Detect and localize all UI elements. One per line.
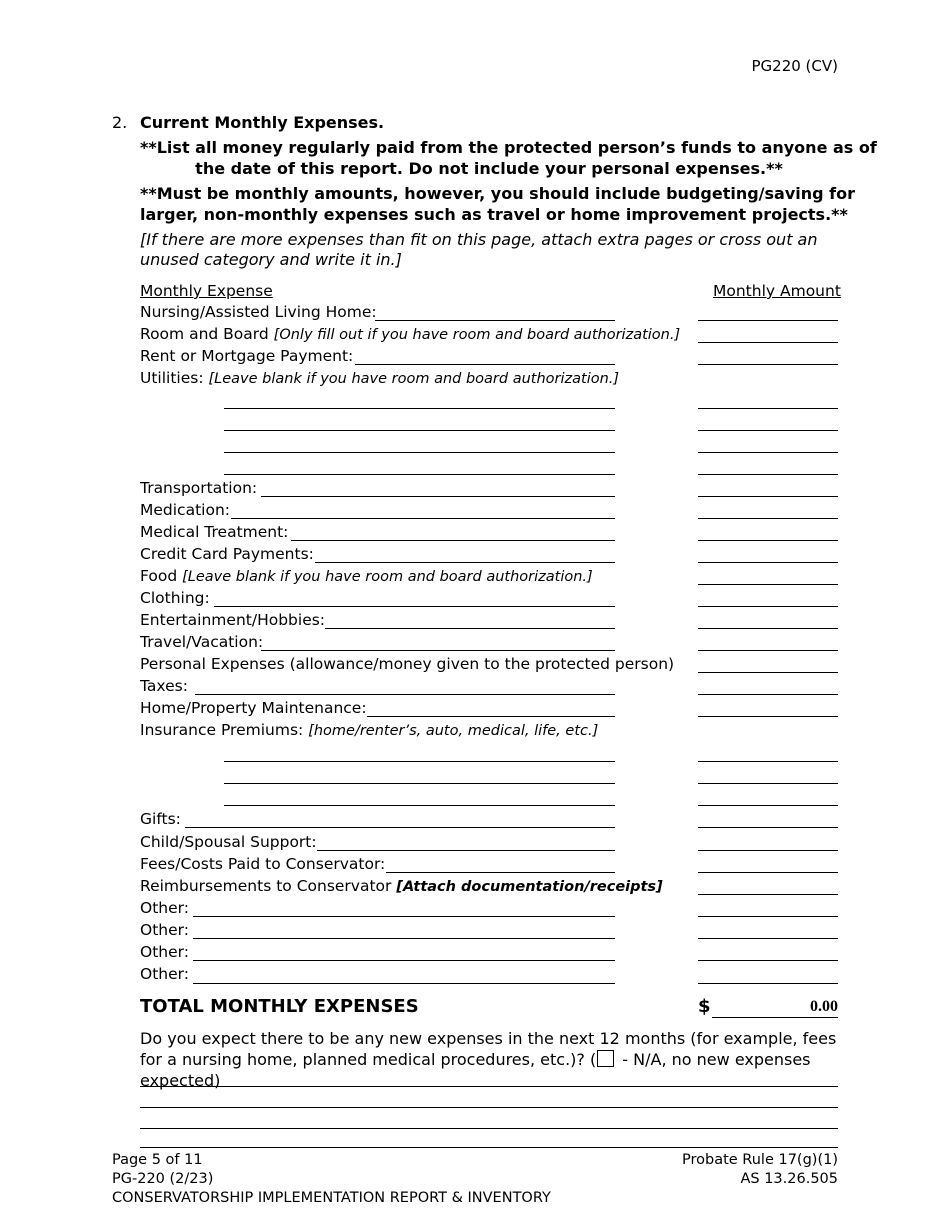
- row-label-other-1: Other:: [140, 899, 189, 917]
- amount-other-2[interactable]: [698, 938, 838, 939]
- amount-food[interactable]: [698, 584, 838, 585]
- amount-personal[interactable]: [698, 672, 838, 673]
- row-label-reimbursements: Reimbursements to Conservator: [140, 877, 392, 895]
- field-clothing[interactable]: [214, 606, 615, 607]
- amount-insurance-2[interactable]: [698, 783, 838, 784]
- row-label-insurance: Insurance Premiums:: [140, 721, 304, 739]
- room-board-note: [Only fill out if you have room and board authorization.]: [273, 327, 681, 343]
- instruction-1-line-1: **List all money regularly paid from the protected person’s funds to anyone as of: [140, 138, 877, 157]
- footer-form-number: PG-220 (2/23): [112, 1171, 214, 1187]
- amount-insurance-3[interactable]: [698, 805, 838, 806]
- amount-rent[interactable]: [698, 364, 838, 365]
- instruction-2-line-2: larger, non-monthly expenses such as travel or home improvement projects.**: [140, 205, 848, 224]
- row-label-food: Food: [140, 567, 178, 585]
- field-insurance-3[interactable]: [224, 805, 615, 806]
- field-utilities-1[interactable]: [224, 408, 615, 409]
- total-amount: 0.00: [712, 998, 838, 1018]
- field-child-support[interactable]: [317, 850, 615, 851]
- field-other-4[interactable]: [193, 983, 615, 984]
- field-home-maintenance[interactable]: [367, 716, 615, 717]
- row-label-room-board: Room and Board: [140, 325, 269, 343]
- row-insurance: [140, 721, 598, 739]
- row-label-other-4: Other:: [140, 965, 189, 983]
- row-label-home-maintenance: Home/Property Maintenance:: [140, 699, 367, 717]
- field-transportation[interactable]: [261, 496, 615, 497]
- row-room-board: [140, 325, 680, 343]
- row-label-other-2: Other:: [140, 921, 189, 939]
- field-entertainment[interactable]: [325, 628, 615, 629]
- field-credit-card[interactable]: [315, 562, 615, 563]
- row-reimbursements: [140, 877, 663, 895]
- row-label-utilities: Utilities:: [140, 369, 204, 387]
- amount-utilities-4[interactable]: [698, 474, 838, 475]
- row-label-travel: Travel/Vacation:: [140, 633, 264, 651]
- instruction-2-line-1: **Must be monthly amounts, however, you should include budgeting/saving for: [140, 184, 855, 203]
- amount-entertainment[interactable]: [698, 628, 838, 629]
- amount-reimbursements[interactable]: [698, 894, 838, 895]
- field-insurance-1[interactable]: [224, 761, 615, 762]
- field-medical-treatment[interactable]: [291, 540, 615, 541]
- field-rent[interactable]: [355, 364, 615, 365]
- section-title: Current Monthly Expenses.: [140, 113, 385, 132]
- footer-statute: AS 13.26.505: [740, 1171, 838, 1187]
- amount-home-maintenance[interactable]: [698, 716, 838, 717]
- row-label-credit-card: Credit Card Payments:: [140, 545, 314, 563]
- form-code: PG220 (CV): [751, 57, 838, 75]
- footer-left: [112, 1151, 551, 1208]
- row-label-medical-treatment: Medical Treatment:: [140, 523, 289, 541]
- amount-medical-treatment[interactable]: [698, 540, 838, 541]
- amount-credit-card[interactable]: [698, 562, 838, 563]
- field-medication[interactable]: [231, 518, 615, 519]
- column-header-amount: Monthly Amount: [713, 282, 841, 300]
- amount-other-4[interactable]: [698, 983, 838, 984]
- field-nursing[interactable]: [375, 320, 615, 321]
- question-text: Do you expect there to be any new expenses in the next 12 months (for example, fees for a nursing home, planned medical procedures, etc.)? (: [140, 1029, 837, 1069]
- amount-utilities-3[interactable]: [698, 452, 838, 453]
- answer-line-2[interactable]: [140, 1107, 838, 1108]
- field-other-1[interactable]: [193, 916, 615, 917]
- field-fees[interactable]: [386, 872, 615, 873]
- section-number: 2.: [112, 113, 128, 132]
- row-label-gifts: Gifts:: [140, 810, 181, 828]
- row-label-fees: Fees/Costs Paid to Conservator:: [140, 855, 386, 873]
- row-label-taxes: Taxes:: [140, 677, 188, 695]
- row-label-other-3: Other:: [140, 943, 189, 961]
- footer-form-title: CONSERVATORSHIP IMPLEMENTATION REPORT & INVENTORY: [112, 1190, 551, 1206]
- row-label-entertainment: Entertainment/Hobbies:: [140, 611, 326, 629]
- answer-line-3[interactable]: [140, 1128, 838, 1129]
- checkbox-label: - N/A, no new expenses expected): [140, 1050, 811, 1090]
- amount-utilities-1[interactable]: [698, 408, 838, 409]
- amount-clothing[interactable]: [698, 606, 838, 607]
- footer-rule: Probate Rule 17(g)(1): [682, 1152, 838, 1168]
- column-header-expense: Monthly Expense: [140, 282, 273, 300]
- footer-right: [682, 1151, 838, 1189]
- row-label-rent: Rent or Mortgage Payment:: [140, 347, 354, 365]
- footer-page: Page 5 of 11: [112, 1152, 203, 1168]
- amount-other-1[interactable]: [698, 916, 838, 917]
- na-checkbox[interactable]: [597, 1050, 614, 1067]
- amount-taxes[interactable]: [698, 694, 838, 695]
- amount-other-3[interactable]: [698, 960, 838, 961]
- utilities-note: [Leave blank if you have room and board authorization.]: [208, 371, 620, 387]
- row-label-transportation: Transportation:: [140, 479, 258, 497]
- instruction-1-line-2: the date of this report. Do not include your personal expenses.**: [195, 159, 783, 178]
- field-utilities-4[interactable]: [224, 474, 615, 475]
- amount-gifts[interactable]: [698, 827, 838, 828]
- overflow-note: [If there are more expenses than fit on this page, attach extra pages or cross out an unused category and write it in.]: [140, 230, 818, 269]
- total-label: TOTAL MONTHLY EXPENSES: [140, 996, 419, 1017]
- row-label-medication: Medication:: [140, 501, 230, 519]
- row-utilities: [140, 369, 619, 387]
- food-note: [Leave blank if you have room and board authorization.]: [182, 569, 593, 585]
- amount-transportation[interactable]: [698, 496, 838, 497]
- row-label-clothing: Clothing:: [140, 589, 210, 607]
- total-currency: $: [698, 996, 711, 1017]
- new-expenses-question: [140, 1028, 840, 1091]
- answer-line-1[interactable]: [140, 1086, 838, 1087]
- field-taxes[interactable]: [195, 694, 615, 695]
- amount-insurance-1[interactable]: [698, 761, 838, 762]
- amount-nursing[interactable]: [698, 320, 838, 321]
- amount-fees[interactable]: [698, 872, 838, 873]
- field-travel[interactable]: [261, 650, 615, 651]
- field-other-3[interactable]: [193, 960, 615, 961]
- reimbursements-note: [Attach documentation/receipts]: [396, 879, 663, 895]
- amount-room-board[interactable]: [698, 342, 838, 343]
- field-other-2[interactable]: [193, 938, 615, 939]
- insurance-note: [home/renter’s, auto, medical, life, etc.]: [308, 723, 599, 739]
- amount-utilities-2[interactable]: [698, 430, 838, 431]
- amount-travel[interactable]: [698, 650, 838, 651]
- field-utilities-2[interactable]: [224, 430, 615, 431]
- row-food: [140, 567, 593, 585]
- field-utilities-3[interactable]: [224, 452, 615, 453]
- field-insurance-2[interactable]: [224, 783, 615, 784]
- row-label-personal: Personal Expenses (allowance/money given to the protected person): [140, 655, 675, 673]
- row-label-child-support: Child/Spousal Support:: [140, 833, 317, 851]
- amount-medication[interactable]: [698, 518, 838, 519]
- answer-line-4[interactable]: [140, 1147, 838, 1148]
- row-label-nursing: Nursing/Assisted Living Home:: [140, 303, 377, 321]
- amount-child-support[interactable]: [698, 850, 838, 851]
- field-gifts[interactable]: [185, 827, 615, 828]
